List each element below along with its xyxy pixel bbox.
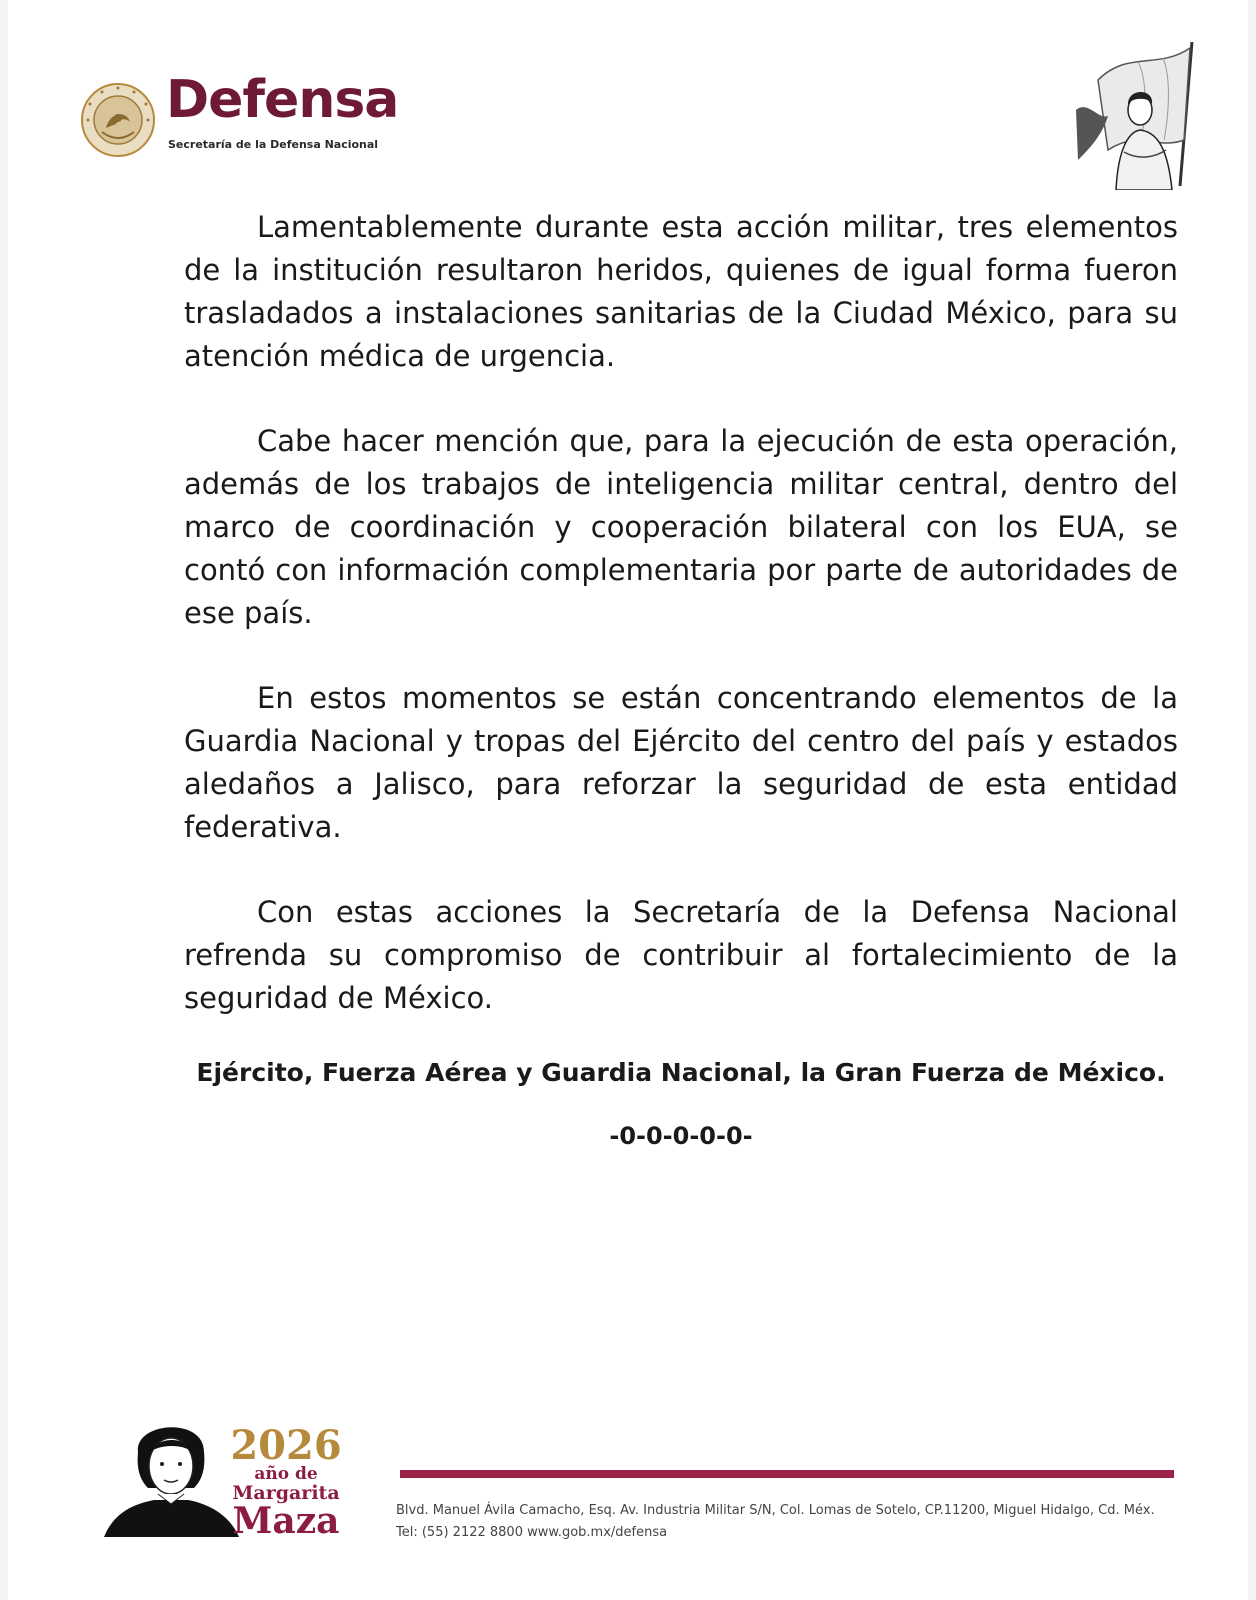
paragraph: Cabe hacer mención que, para la ejecución de esta operación, además de los trabajos de inteligencia militar central, dentro del marco de coordinación y cooperación bilateral con los EUA, se contó con información complementaria por parte de autoridades de ese país. xyxy=(184,424,1178,630)
document-page xyxy=(8,0,1248,1600)
footer-divider xyxy=(400,1470,1174,1478)
closing-mark: -0-0-0-0-0- xyxy=(609,1122,753,1150)
year-honoree-surname: Maza xyxy=(232,1500,340,1542)
press-release-body xyxy=(184,206,1178,1062)
heroine-flag-illustration xyxy=(1068,40,1218,190)
national-seal-icon xyxy=(80,82,156,158)
paragraph: En estos momentos se están concentrando elementos de la Guardia Nacional y tropas del Ejército del centro del país y estados aledaños a Jalisco, para reforzar la seguridad de esta entidad federativa. xyxy=(184,681,1178,844)
year-number: 2026 xyxy=(230,1422,342,1469)
contact-line: Tel: (55) 2122 8800 www.gob.mx/defensa xyxy=(396,1525,668,1540)
margarita-maza-portrait xyxy=(104,1412,239,1537)
footer-address xyxy=(396,1500,1196,1544)
paragraph: Lamentablemente durante esta acción militar, tres elementos de la institución resultaron heridos, quienes de igual forma fueron trasladados a instalaciones sanitarias de la Ciudad México, para su atención médica de urgencia. xyxy=(184,210,1178,373)
brand-name: Defensa xyxy=(166,70,399,130)
year-honoree-first-name: Margarita xyxy=(232,1482,340,1504)
year-label: año de xyxy=(254,1464,318,1484)
address-line: Blvd. Manuel Ávila Camacho, Esq. Av. Industria Militar S/N, Col. Lomas de Sotelo, CP.11200, Miguel Hidalgo, Cd. Méx. xyxy=(396,1503,1155,1518)
paragraph: Con estas acciones la Secretaría de la Defensa Nacional refrenda su compromiso de contribuir al fortalecimiento de la seguridad de México. xyxy=(184,895,1178,1015)
year-commemoration xyxy=(230,1422,342,1542)
brand-subtitle: Secretaría de la Defensa Nacional xyxy=(168,138,379,151)
institutional-motto: Ejército, Fuerza Aérea y Guardia Nacional, la Gran Fuerza de México. xyxy=(196,1058,1166,1087)
